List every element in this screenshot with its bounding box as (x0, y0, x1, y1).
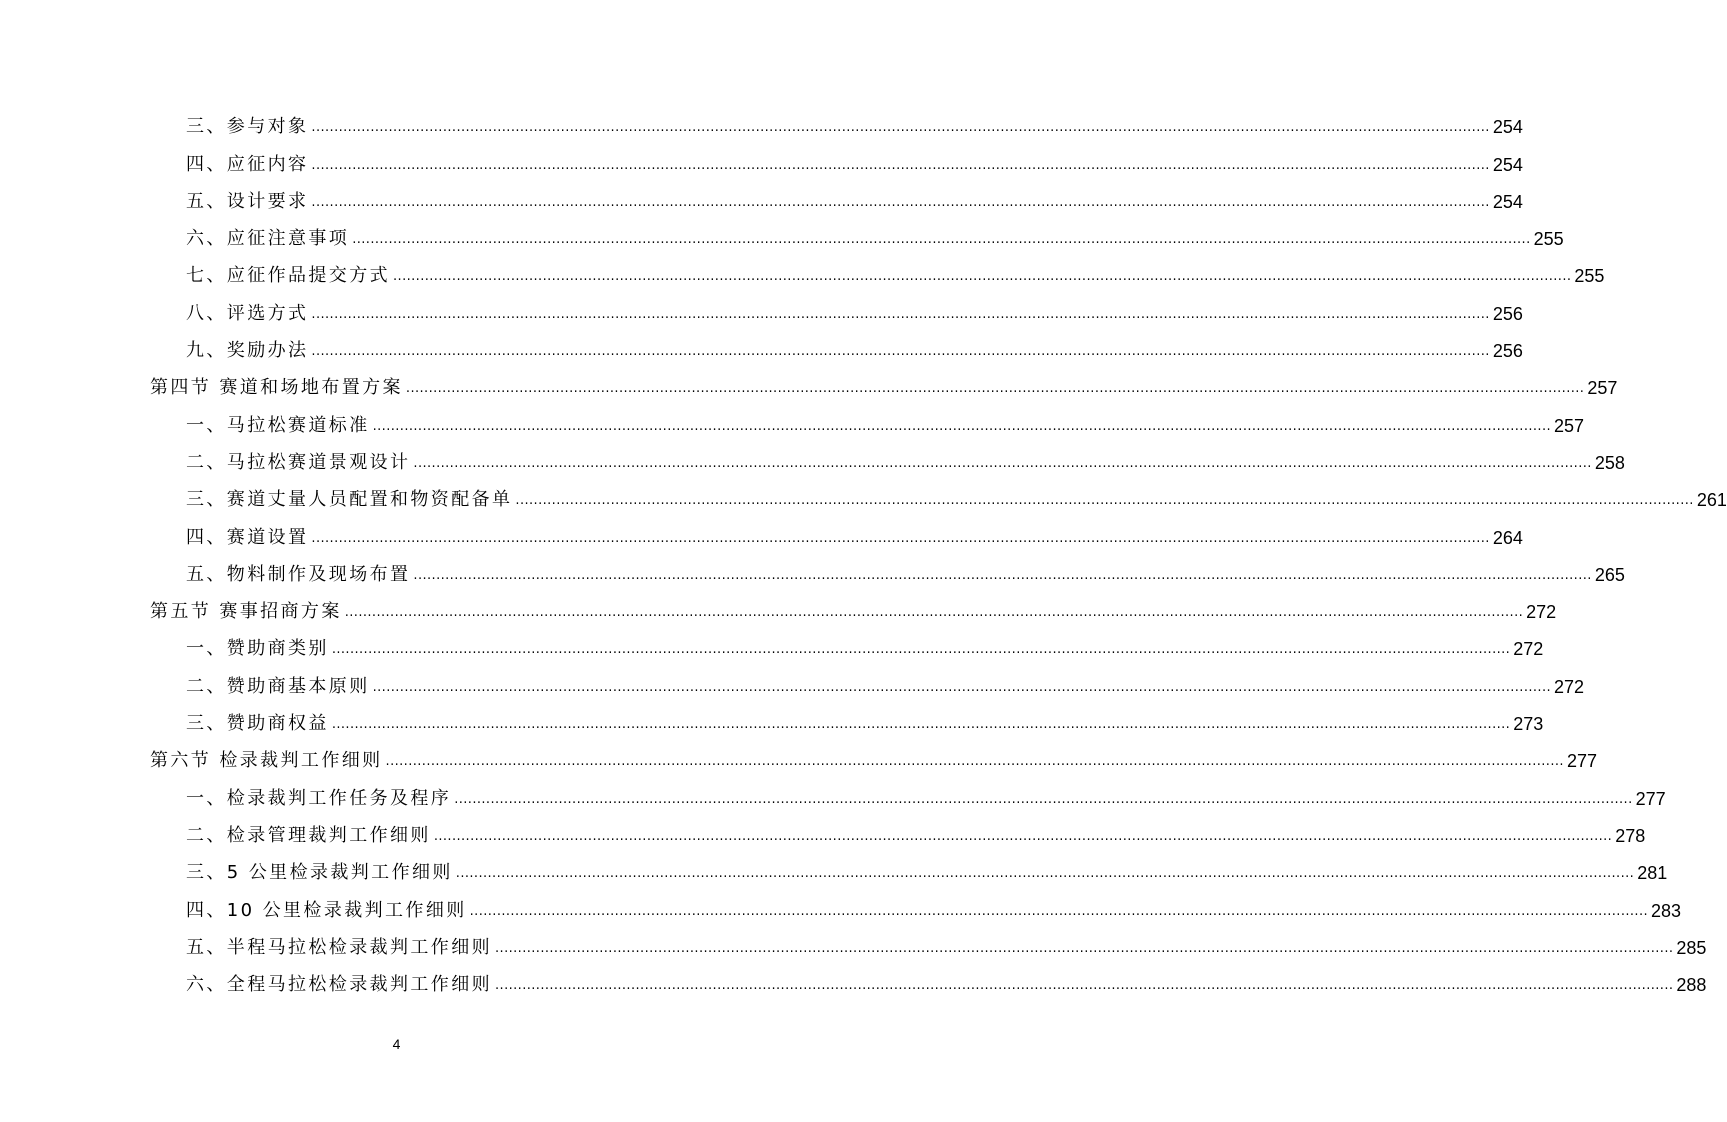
toc-entry-page: 254 (1492, 191, 1523, 212)
toc-entry-label: 一、马拉松赛道标准 (186, 414, 370, 436)
dot-leader: .................................................................................................................................................................................................................................................................... (311, 306, 1490, 322)
dot-leader: .................................................................................................................................................................................................................................................................... (311, 194, 1490, 210)
toc-entry-page: 272 (1513, 639, 1544, 660)
toc-entry[interactable] (150, 922, 1707, 959)
toc-entry-page: 255 (1533, 229, 1564, 250)
dot-leader: .................................................................................................................................................................................................................................................................... (385, 754, 1564, 770)
dot-leader: .................................................................................................................................................................................................................................................................... (311, 120, 1490, 136)
toc-entry-page: 258 (1594, 452, 1625, 473)
toc-entry[interactable] (150, 437, 1625, 474)
dot-leader: .................................................................................................................................................................................................................................................................... (331, 717, 1511, 733)
toc-entry-label: 七、应征作品提交方式 (186, 265, 390, 287)
toc-entry[interactable] (150, 810, 1646, 847)
dot-leader: .................................................................................................................................................................................................................................................................... (433, 828, 1613, 844)
toc-entry[interactable] (150, 549, 1625, 586)
dot-leader: .................................................................................................................................................................................................................................................................... (454, 791, 1633, 807)
toc-entry-page: 288 (1676, 975, 1707, 996)
toc-entry-page: 272 (1554, 676, 1585, 697)
toc-entry[interactable] (150, 698, 1544, 735)
dot-leader: .................................................................................................................................................................................................................................................................... (344, 605, 1524, 621)
toc-entry-label: 九、奖励办法 (186, 340, 309, 362)
dot-leader: .................................................................................................................................................................................................................................................................... (311, 530, 1490, 546)
toc-entry-label: 六、全程马拉松检录裁判工作细则 (186, 974, 492, 996)
dot-leader: .................................................................................................................................................................................................................................................................... (515, 493, 1694, 509)
toc-entry-page: 272 (1526, 602, 1557, 623)
toc-entry[interactable] (150, 660, 1585, 697)
toc-entry-label: 四、10 公里检录裁判工作细则 (186, 899, 467, 921)
dot-leader: .................................................................................................................................................................................................................................................................... (413, 455, 1592, 471)
toc-entry-page: 265 (1594, 564, 1625, 585)
toc-entry-label: 五、设计要求 (186, 190, 309, 212)
toc-entry[interactable] (150, 474, 1727, 511)
toc-entry-page: 256 (1492, 341, 1523, 362)
toc-entry-label: 二、马拉松赛道景观设计 (186, 451, 411, 473)
toc-entry-page: 285 (1676, 937, 1707, 958)
toc-entry[interactable] (150, 959, 1707, 996)
toc-entry-label: 二、检录管理裁判工作细则 (186, 824, 431, 846)
dot-leader: .................................................................................................................................................................................................................................................................... (495, 978, 1674, 994)
toc-entry-page: 256 (1492, 303, 1523, 324)
toc-entry-page: 277 (1566, 751, 1597, 772)
toc-entry-page: 257 (1554, 415, 1585, 436)
toc-entry-label: 四、应征内容 (186, 153, 309, 175)
toc-entry-page: 264 (1492, 527, 1523, 548)
toc-entry-label: 二、赞助商基本原则 (186, 675, 370, 697)
toc-entry-page: 273 (1513, 714, 1544, 735)
toc-entry-label: 五、物料制作及现场布置 (186, 563, 411, 585)
toc-entry-label: 三、参与对象 (186, 116, 309, 138)
toc-entry-page: 261 (1696, 490, 1727, 511)
toc-entry-page: 278 (1615, 825, 1646, 846)
toc-entry-label: 三、赛道丈量人员配置和物资配备单 (186, 489, 513, 511)
dot-leader: .................................................................................................................................................................................................................................................................... (413, 567, 1592, 583)
toc-entry-label: 一、赞助商类别 (186, 638, 329, 660)
toc-entry[interactable] (150, 101, 1523, 138)
toc-section-entry[interactable] (150, 362, 1618, 399)
toc-entry-label: 第四节 赛道和场地布置方案 (150, 377, 403, 399)
toc-entry[interactable] (150, 847, 1668, 884)
toc-entry[interactable] (150, 325, 1523, 362)
toc-entry-label: 第六节 检录裁判工作细则 (150, 750, 383, 772)
toc-entry-page: 277 (1635, 788, 1666, 809)
dot-leader: .................................................................................................................................................................................................................................................................... (455, 866, 1635, 882)
dot-leader: .................................................................................................................................................................................................................................................................... (372, 418, 1552, 434)
toc-entry[interactable] (150, 176, 1523, 213)
toc-entry[interactable] (150, 250, 1605, 287)
toc-entry-label: 五、半程马拉松检录裁判工作细则 (186, 936, 492, 958)
toc-entry-page: 254 (1492, 154, 1523, 175)
toc-entry-label: 八、评选方式 (186, 302, 309, 324)
toc-entry-page: 281 (1637, 863, 1668, 884)
toc-entry-label: 六、应征注意事项 (186, 228, 350, 250)
toc-section-entry[interactable] (150, 586, 1557, 623)
toc-entry-label: 四、赛道设置 (186, 526, 309, 548)
toc-entry-label: 三、5 公里检录裁判工作细则 (186, 862, 453, 884)
dot-leader: .................................................................................................................................................................................................................................................................... (311, 344, 1490, 360)
dot-leader: .................................................................................................................................................................................................................................................................... (405, 381, 1585, 397)
dot-leader: .................................................................................................................................................................................................................................................................... (372, 679, 1552, 695)
toc-entry-page: 254 (1492, 117, 1523, 138)
toc-entry-page: 257 (1587, 378, 1618, 399)
dot-leader: .................................................................................................................................................................................................................................................................... (311, 157, 1490, 173)
toc-entry-label: 一、检录裁判工作任务及程序 (186, 787, 452, 809)
toc-entry[interactable] (150, 138, 1523, 175)
table-of-contents (150, 101, 1727, 996)
toc-entry-label: 第五节 赛事招商方案 (150, 601, 342, 623)
dot-leader: .................................................................................................................................................................................................................................................................... (352, 232, 1531, 248)
toc-entry-page: 283 (1651, 900, 1682, 921)
toc-entry-page: 255 (1574, 266, 1605, 287)
toc-section-entry[interactable] (150, 735, 1597, 772)
toc-entry[interactable] (150, 287, 1523, 324)
dot-leader: .................................................................................................................................................................................................................................................................... (469, 903, 1649, 919)
dot-leader: .................................................................................................................................................................................................................................................................... (495, 940, 1674, 956)
toc-entry[interactable] (150, 772, 1666, 809)
toc-entry[interactable] (150, 213, 1564, 250)
toc-entry-label: 三、赞助商权益 (186, 713, 329, 735)
toc-entry[interactable] (150, 623, 1544, 660)
dot-leader: .................................................................................................................................................................................................................................................................... (331, 642, 1511, 658)
toc-entry[interactable] (150, 399, 1585, 436)
dot-leader: .................................................................................................................................................................................................................................................................... (393, 269, 1572, 285)
toc-entry[interactable] (150, 511, 1523, 548)
page-number: 4 (392, 1036, 401, 1052)
toc-entry[interactable] (150, 884, 1682, 921)
